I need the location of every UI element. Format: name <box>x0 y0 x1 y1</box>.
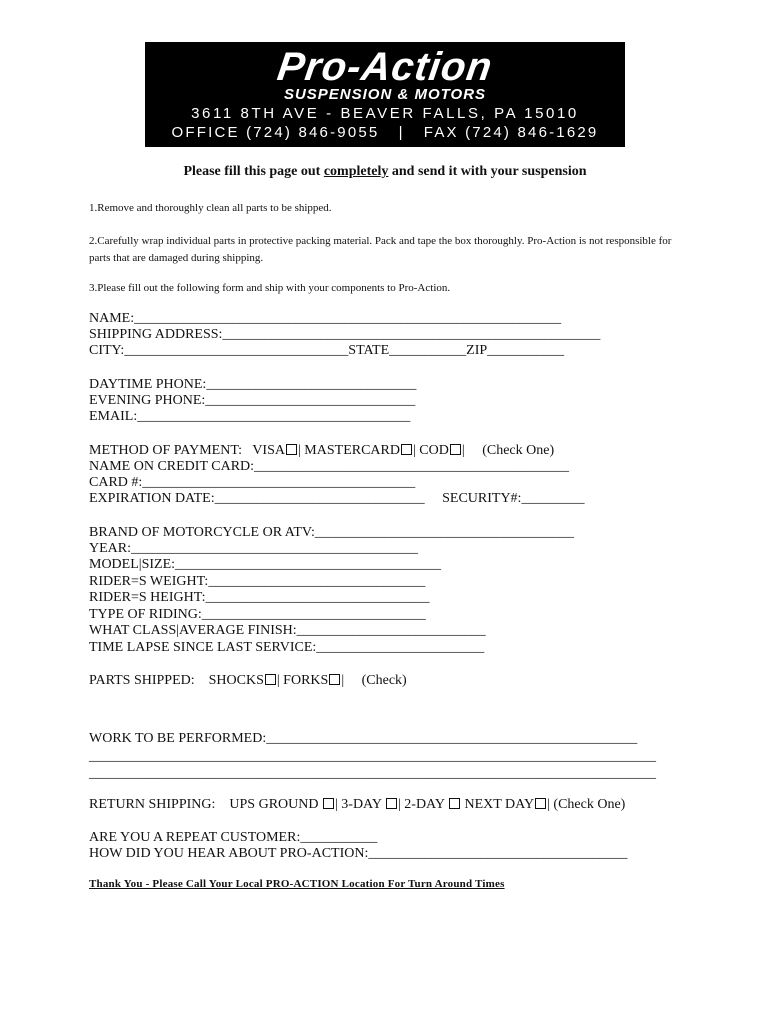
parts-check: (Check) <box>361 673 407 688</box>
heading-part-1: Please fill this page out <box>183 164 324 179</box>
office-phone: OFFICE (724) 846-9055 <box>171 124 380 141</box>
instruction-3: 3.Please fill out the following form and ship with your components to Pro-Action. <box>89 282 451 294</box>
zip-field[interactable]: ZIP___________ <box>466 343 565 358</box>
ups-ground-checkbox[interactable] <box>323 798 334 809</box>
payment-end-bar: | <box>461 443 465 458</box>
evening-phone-field[interactable]: EVENING PHONE:______________________________ <box>89 393 416 408</box>
state-field[interactable]: STATE___________ <box>348 343 467 358</box>
parts-shipped-row <box>89 673 407 689</box>
return-check-one: (Check One) <box>553 797 626 812</box>
cod-label: | COD <box>413 443 449 458</box>
payment-method-row <box>89 443 554 459</box>
logo-tagline: SUSPENSION & MOTORS <box>283 86 487 103</box>
three-day-label: | 3-DAY <box>334 797 382 812</box>
logo-phone-fax <box>145 124 625 141</box>
year-field[interactable]: YEAR:_________________________________________ <box>89 541 418 556</box>
city-field[interactable]: CITY:________________________________ <box>89 343 349 358</box>
work-line-3[interactable]: _________________________________________________________________________________ <box>89 766 656 781</box>
type-of-riding-field[interactable]: TYPE OF RIDING:________________________________ <box>89 607 426 622</box>
mastercard-label: | MASTERCARD <box>298 443 400 458</box>
return-end-bar: | <box>547 797 550 812</box>
next-day-checkbox[interactable] <box>535 798 546 809</box>
work-line-2[interactable]: _________________________________________________________________________________ <box>89 749 656 764</box>
time-lapse-field[interactable]: TIME LAPSE SINCE LAST SERVICE:________________________ <box>89 640 485 655</box>
logo-address: 3611 8TH AVE - BEAVER FALLS, PA 15010 <box>191 105 579 122</box>
mastercard-checkbox[interactable] <box>401 444 412 455</box>
company-logo <box>145 42 625 147</box>
daytime-phone-field[interactable]: DAYTIME PHONE:______________________________ <box>89 377 417 392</box>
parts-end-bar: | <box>341 673 345 688</box>
footer-note: Thank You - Please Call Your Local PRO-ACTION Location For Turn Around Times <box>89 878 505 890</box>
rider-height-field[interactable]: RIDER=S HEIGHT:________________________________ <box>89 590 430 605</box>
card-number-field[interactable]: CARD #:_______________________________________ <box>89 475 416 490</box>
expiration-field[interactable]: EXPIRATION DATE:______________________________ <box>89 491 425 506</box>
city-state-zip-row <box>89 343 564 359</box>
logo-brand: Pro-Action <box>274 45 496 89</box>
payment-label: METHOD OF PAYMENT: VISA <box>89 443 285 458</box>
model-size-field[interactable]: MODEL|SIZE:______________________________________ <box>89 557 442 572</box>
return-label: RETURN SHIPPING: UPS GROUND <box>89 797 319 812</box>
work-to-be-performed-field[interactable]: WORK TO BE PERFORMED:_____________________________________________________ <box>89 731 638 746</box>
security-field[interactable]: SECURITY#:_________ <box>442 491 585 506</box>
parts-label: PARTS SHIPPED: SHOCKS <box>89 673 264 688</box>
shipping-address-field[interactable]: SHIPPING ADDRESS:______________________________________________________ <box>89 327 601 342</box>
expiration-security-row <box>89 491 584 507</box>
instruction-2: 2.Carefully wrap individual parts in protective packing material. Pack and tape the box thoroughly. Pro-Action is not responsible for parts that are damaged during shipping. <box>89 235 672 264</box>
motorcycle-brand-field[interactable]: BRAND OF MOTORCYCLE OR ATV:_____________________________________ <box>89 525 574 540</box>
payment-check-one: (Check One) <box>482 443 555 458</box>
hear-about-field[interactable]: HOW DID YOU HEAR ABOUT PRO-ACTION:_____________________________________ <box>89 846 628 861</box>
name-on-card-field[interactable]: NAME ON CREDIT CARD:_____________________________________________ <box>89 459 570 474</box>
name-field[interactable]: NAME:_____________________________________________________________ <box>89 311 562 326</box>
logo-separator: | <box>398 124 405 141</box>
forks-label: | FORKS <box>276 673 329 688</box>
class-finish-field[interactable]: WHAT CLASS|AVERAGE FINISH:___________________________ <box>89 623 486 638</box>
next-day-label: NEXT DAY <box>460 797 535 812</box>
instruction-1: 1.Remove and thoroughly clean all parts to be shipped. <box>89 202 332 214</box>
three-day-checkbox[interactable] <box>386 798 397 809</box>
repeat-customer-field[interactable]: ARE YOU A REPEAT CUSTOMER:___________ <box>89 830 378 845</box>
fax-number: FAX (724) 846-1629 <box>423 124 599 141</box>
visa-checkbox[interactable] <box>286 444 297 455</box>
rider-weight-field[interactable]: RIDER=S WEIGHT:_______________________________ <box>89 574 426 589</box>
email-field[interactable]: EMAIL:_______________________________________ <box>89 409 411 424</box>
cod-checkbox[interactable] <box>450 444 461 455</box>
heading-emphasis: completely <box>323 164 389 179</box>
shocks-checkbox[interactable] <box>265 674 276 685</box>
return-shipping-row <box>89 797 625 813</box>
two-day-checkbox[interactable] <box>449 798 460 809</box>
heading-part-2: and send it with your suspension <box>388 164 587 179</box>
two-day-label: | 2-DAY <box>397 797 445 812</box>
forks-checkbox[interactable] <box>329 674 340 685</box>
page-heading <box>0 164 770 180</box>
